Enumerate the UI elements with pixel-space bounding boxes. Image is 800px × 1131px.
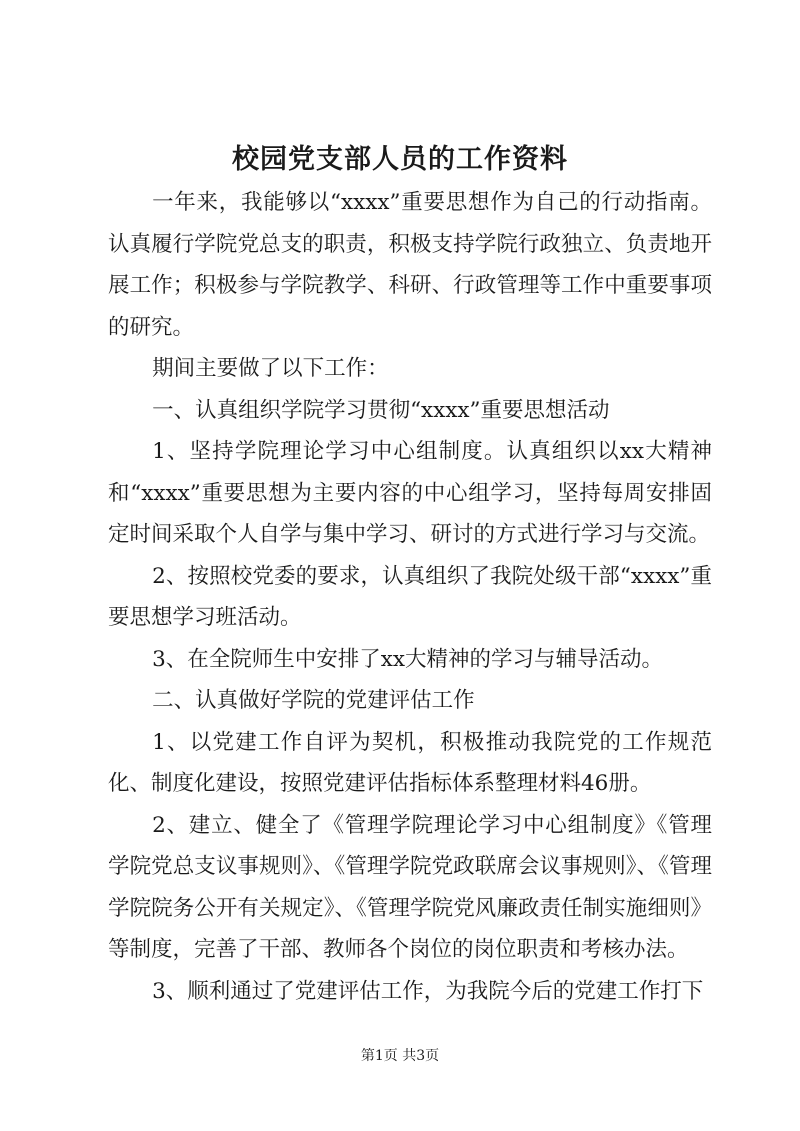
section-heading-2: 二、认真做好学院的党建评估工作 — [152, 688, 475, 713]
paragraph-item-2-2: 2、建立、健全了《管理学院理论学习中心组制度》《管理学院党总支议事规则》、《管理学院党政联席会议事规则》、《管理学院院务公开有关规定》、《管理学院党风廉政责任制实施细则》等制度，完善了干部、教师各个岗位的岗位职责和考核办法。 — [108, 812, 712, 962]
document-body — [108, 182, 712, 1012]
paragraph-intro: 一年来，我能够以“xxxx”重要思想作为自己的行动指南。认真履行学院党总支的职责，积极支持学院行政独立、负责地开展工作；积极参与学院教学、科研、行政管理等工作中重要事项的研究。 — [108, 190, 712, 340]
paragraph-item-1-2: 2、按照校党委的要求，认真组织了我院处级干部“xxxx”重要思想学习班活动。 — [108, 563, 712, 630]
document-title: 校园党支部人员的工作资料 — [232, 144, 568, 175]
section-heading-1: 一、认真组织学院学习贯彻“xxxx”重要思想活动 — [152, 397, 610, 423]
paragraph-work-summary: 期间主要做了以下工作： — [152, 356, 389, 381]
paragraph-item-2-1: 1、以党建工作自评为契机，积极推动我院党的工作规范化、制度化建设，按照党建评估指标体系整理材料46册。 — [108, 729, 712, 796]
page-number-footer: 第1页 共3页 — [360, 1048, 440, 1064]
paragraph-item-2-3: 3、顺利通过了党建评估工作，为我院今后的党建工作打下 — [152, 978, 704, 1004]
paragraph-item-1-3: 3、在全院师生中安排了xx大精神的学习与辅导活动。 — [152, 646, 663, 672]
paragraph-item-1-1: 1、坚持学院理论学习中心组制度。认真组织以xx大精神和“xxxx”重要思想为主要内容的中心组学习，坚持每周安排固定时间采取个人自学与集中学习、研讨的方式进行学习与交流。 — [108, 439, 712, 547]
